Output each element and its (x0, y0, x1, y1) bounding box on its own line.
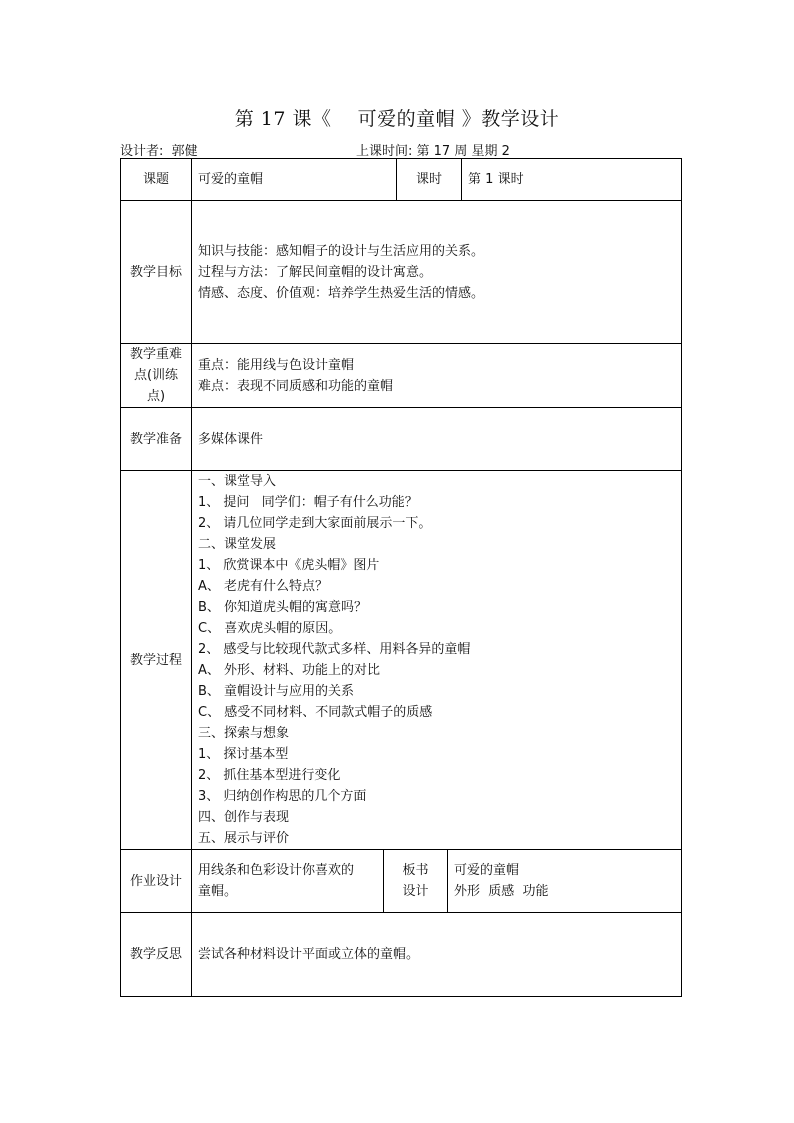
prep-label: 教学准备 (121, 408, 192, 471)
class-schedule: 上课时间: 第 17 周 星期 2 (356, 144, 510, 159)
page-title: 第 17 课《 可爱的童帽 》教学设计 (234, 108, 560, 130)
process-line: 1、 提问 同学们：帽子有什么功能？ (198, 495, 418, 510)
key-point-line: 难点：表现不同质感和功能的童帽 (198, 378, 394, 394)
topic-row (121, 159, 682, 201)
goals-content (192, 201, 682, 344)
process-line: C、 感受不同材料、不同款式帽子的质感 (198, 705, 433, 720)
reflection-row (121, 913, 682, 997)
process-line: 1、 欣赏课本中《虎头帽》图片 (198, 558, 380, 573)
homework-row (121, 850, 682, 913)
reflection-value: 尝试各种材料设计平面或立体的童帽。 (192, 913, 682, 997)
goals-label: 教学目标 (121, 201, 192, 344)
process-line: A、 外形、材料、功能上的对比 (198, 663, 381, 678)
process-line: 三、探索与想象 (198, 726, 290, 741)
topic-value: 可爱的童帽 (192, 159, 397, 201)
topic-label: 课题 (121, 159, 192, 201)
board-line: 可爱的童帽 (454, 863, 520, 878)
process-line: 五、展示与评价 (198, 831, 290, 846)
process-line: B、 你知道虎头帽的寓意吗？ (198, 600, 368, 615)
goal-line: 过程与方法：了解民间童帽的设计寓意。 (198, 264, 433, 280)
process-content (192, 471, 682, 850)
process-line: C、 喜欢虎头帽的原因。 (198, 621, 342, 636)
board-label-line: 板书 (402, 863, 429, 878)
process-line: 四、创作与表现 (198, 810, 290, 825)
process-row (121, 471, 682, 850)
goal-line: 知识与技能：感知帽子的设计与生活应用的关系。 (198, 243, 485, 259)
lesson-plan-table (120, 158, 682, 997)
board-design-content (448, 850, 682, 913)
prep-row (121, 408, 682, 471)
process-line: B、 童帽设计与应用的关系 (198, 684, 355, 699)
homework-content (192, 850, 384, 913)
homework-line: 童帽。 (198, 884, 238, 899)
designer-info: 设计者: 郭健 (120, 144, 198, 159)
board-label-line: 设计 (402, 884, 429, 899)
process-line: 一、课堂导入 (198, 474, 277, 489)
process-line: 1、 探讨基本型 (198, 747, 289, 762)
hours-value: 第 1 课时 (462, 159, 682, 201)
process-line: 2、 请几位同学走到大家面前展示一下。 (198, 516, 432, 531)
board-line: 外形 质感 功能 (454, 884, 549, 899)
key-point-line: 重点：能用线与色设计童帽 (198, 357, 355, 373)
board-design-label (384, 850, 448, 913)
homework-label: 作业设计 (121, 850, 192, 913)
process-line: 2、 抓住基本型进行变化 (198, 768, 341, 783)
goals-row (121, 201, 682, 344)
hours-label: 课时 (397, 159, 462, 201)
process-label: 教学过程 (121, 471, 192, 850)
homework-line: 用线条和色彩设计你喜欢的 (198, 863, 355, 878)
process-line: 2、 感受与比较现代款式多样、用料各异的童帽 (198, 642, 471, 657)
reflection-label: 教学反思 (121, 913, 192, 997)
key-points-content (192, 344, 682, 408)
process-line: A、 老虎有什么特点？ (198, 579, 329, 594)
process-line: 3、 归纳创作构思的几个方面 (198, 789, 367, 804)
process-line: 二、课堂发展 (198, 537, 277, 552)
key-points-label: 教学重难点(训练点) (121, 344, 192, 408)
key-points-row (121, 344, 682, 408)
goal-line: 情感、态度、价值观：培养学生热爱生活的情感。 (198, 285, 485, 301)
prep-value: 多媒体课件 (192, 408, 682, 471)
